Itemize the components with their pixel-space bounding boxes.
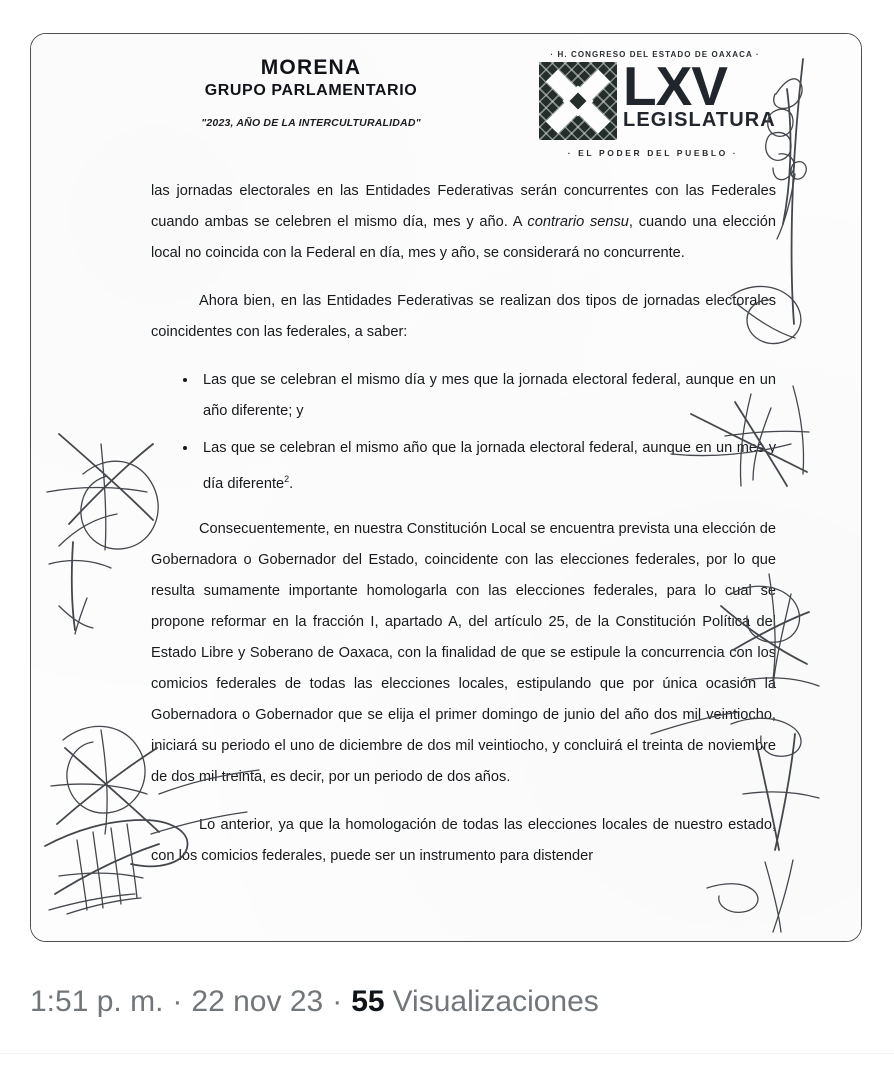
morena-heading-block bbox=[151, 57, 471, 129]
paragraph-4: Lo anterior, ya que la homologación de todas las elecciones locales de nuestro estado, con los comicios federales, puede ser un instrumento para distender bbox=[151, 816, 776, 864]
paragraph-2: Ahora bien, en las Entidades Federativas se realizan dos tipos de jornadas electorales coincidentes con las federales, a saber: bbox=[151, 293, 776, 340]
views-label[interactable]: Visualizaciones bbox=[392, 985, 599, 1018]
year-slogan: "2023, AÑO DE LA INTERCULTURALIDAD" bbox=[201, 116, 421, 129]
oaxaca-grecas-emblem-icon bbox=[539, 62, 617, 140]
party-name: MORENA bbox=[260, 56, 362, 79]
paragraph-1-italic-term: contrario sensu bbox=[527, 214, 629, 230]
views-count[interactable]: 55 bbox=[351, 985, 385, 1018]
list-item: Las que se celebran el mismo día y mes que la jornada electoral federal, aunque en un año diferente; y bbox=[203, 365, 776, 427]
paragraph-1-tail: , cuando una elección local no coincida con la Federal en día, mes y año, se considerará no concurrente. bbox=[151, 214, 776, 261]
paragraph-3: Consecuentemente, en nuestra Constitución Local se encuentra prevista una elección de Gobernadora o Gobernador del Estado, coincidente con las elecciones federales, por lo que resulta sumamente importante homologarla con las elecciones federales, para lo cual se propone reformar en la fracción I, apartado A, del artículo 25, de la Constitución Política del Estado Libre y Soberano de Oaxaca, con la finalidad de que se estipule la concurrencia con los comicios federales de todas las elecciones locales, estipulando que por única ocasión la Gobernadora o Gobernador que se elija el primer domingo de junio del año dos mil veintiocho, iniciará su periodo el uno de diciembre de dos mil veintiocho, y concluirá el treinta de noviembre de dos mil treinta, es decir, por un periodo de dos años. bbox=[151, 520, 776, 785]
post-metadata bbox=[30, 978, 862, 1026]
legislature-roman-numeral: LXV bbox=[623, 55, 727, 117]
congress-name-text: · H. CONGRESO DEL ESTADO DE OAXACA · bbox=[550, 50, 760, 59]
post-date: 22 nov 23 bbox=[191, 985, 324, 1018]
congress-logo bbox=[531, 50, 776, 162]
logo-row bbox=[531, 55, 776, 142]
bullet-list bbox=[151, 365, 776, 500]
footnote-marker: 2 bbox=[284, 474, 290, 484]
list-item-tail: . bbox=[289, 475, 294, 492]
meta-separator-1: · bbox=[172, 985, 183, 1018]
meta-separator-2: · bbox=[332, 985, 343, 1018]
congress-motto-text: · EL PODER DEL PUEBLO · bbox=[567, 148, 739, 158]
list-item-text: Las que se celebran el mismo año que la jornada electoral federal, aunque en un mes y día diferente bbox=[203, 440, 776, 492]
list-item bbox=[203, 433, 776, 500]
legislature-word: LEGISLATURA bbox=[623, 109, 776, 132]
paragraph-1-head: las jornadas electorales en las Entidades Federativas serán concurrentes con las Federales cuando ambas se celebren el mismo día, mes y año. A bbox=[151, 183, 776, 230]
post-time: 1:51 p. m. bbox=[30, 985, 164, 1018]
document-body bbox=[151, 176, 776, 889]
parliamentary-group-label: GRUPO PARLAMENTARIO bbox=[204, 82, 418, 100]
post-image-card[interactable] bbox=[30, 33, 862, 942]
legislature-wordmark bbox=[623, 55, 776, 132]
paragraph-1 bbox=[151, 176, 776, 269]
document-letterhead bbox=[31, 34, 861, 169]
scanned-document bbox=[31, 34, 861, 941]
section-divider bbox=[0, 1053, 894, 1054]
